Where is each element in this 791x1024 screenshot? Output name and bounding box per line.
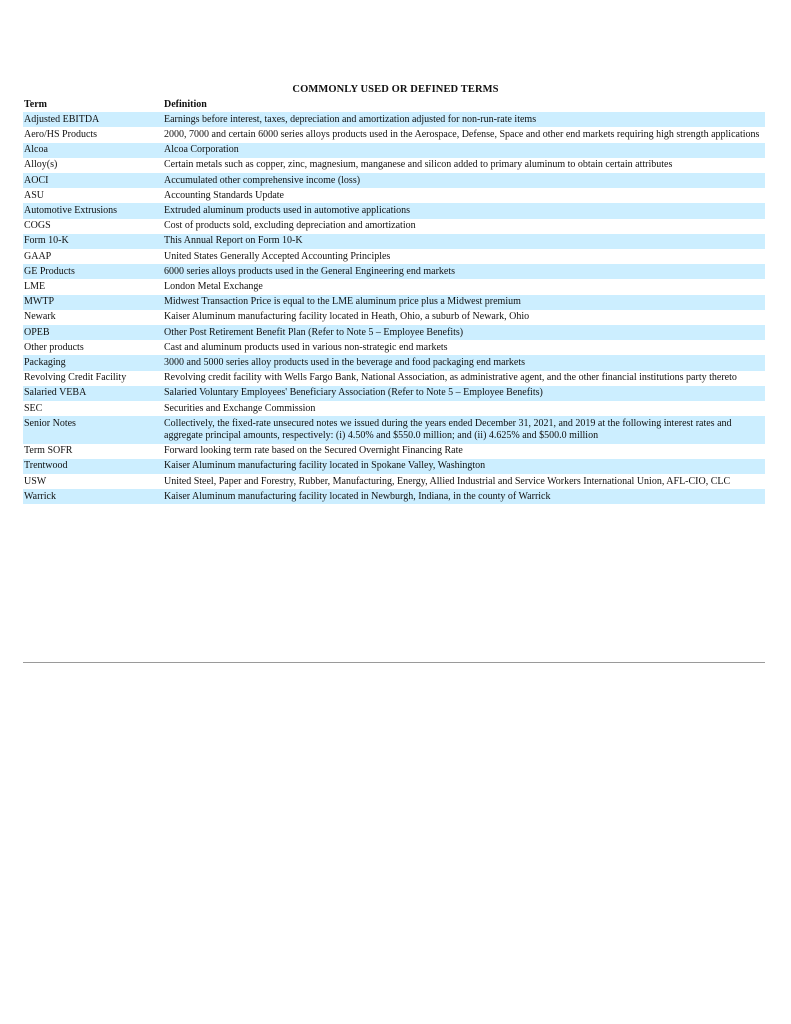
term-cell: Revolving Credit Facility bbox=[24, 372, 127, 384]
term-cell: Aero/HS Products bbox=[24, 128, 98, 140]
definition-cell: London Metal Exchange bbox=[164, 280, 263, 292]
table-row bbox=[23, 143, 765, 158]
term-cell: Newark bbox=[24, 311, 56, 323]
table-row bbox=[23, 355, 765, 370]
table-row bbox=[23, 401, 765, 416]
term-cell: GE Products bbox=[23, 264, 163, 279]
term-cell: Alloy(s) bbox=[24, 159, 58, 171]
table-row bbox=[23, 340, 765, 355]
definition-cell: Accounting Standards Update bbox=[164, 189, 284, 201]
table-row bbox=[23, 371, 765, 386]
term-cell: SEC bbox=[24, 402, 43, 414]
term-cell: Packaging bbox=[23, 355, 163, 370]
term-cell: ASU bbox=[24, 189, 45, 201]
definition-cell: Kaiser Aluminum manufacturing facility located in Spokane Valley, Washington bbox=[163, 459, 765, 474]
page-title: COMMONLY USED OR DEFINED TERMS bbox=[292, 84, 499, 95]
term-column-header: Term bbox=[24, 99, 47, 110]
defined-terms-table bbox=[23, 98, 765, 504]
definition-cell: Revolving credit facility with Wells Fargo Bank, National Association, as administrative agent, and the other financial institutions party thereto bbox=[164, 372, 737, 384]
table-row bbox=[23, 325, 765, 340]
table-row bbox=[23, 158, 765, 173]
definition-cell: Alcoa Corporation bbox=[163, 143, 765, 158]
definition-cell: Cast and aluminum products used in various non-strategic end markets bbox=[164, 341, 448, 353]
table-header-row bbox=[23, 98, 765, 112]
table-row bbox=[23, 295, 765, 310]
definition-cell: 3000 and 5000 series alloy products used in the beverage and food packaging end markets bbox=[163, 355, 765, 370]
definition-cell: Certain metals such as copper, zinc, magnesium, manganese and silicon added to primary aluminum to obtain certain attributes bbox=[164, 159, 673, 171]
definition-cell: Kaiser Aluminum manufacturing facility located in Heath, Ohio, a suburb of Newark, Ohio bbox=[164, 311, 530, 323]
definition-cell: 6000 series alloys products used in the General Engineering end markets bbox=[163, 264, 765, 279]
term-cell: AOCI bbox=[23, 173, 163, 188]
term-cell: COGS bbox=[24, 220, 51, 232]
definition-cell: Accumulated other comprehensive income (loss) bbox=[163, 173, 765, 188]
table-row bbox=[23, 264, 765, 279]
table-row bbox=[23, 279, 765, 294]
table-row bbox=[23, 416, 765, 443]
definition-cell: Kaiser Aluminum manufacturing facility located in Newburgh, Indiana, in the county of Warrick bbox=[163, 489, 765, 504]
term-cell: Alcoa bbox=[23, 143, 163, 158]
definition-cell: This Annual Report on Form 10-K bbox=[163, 234, 765, 249]
table-row bbox=[23, 203, 765, 218]
term-cell: GAAP bbox=[24, 250, 52, 262]
definition-column-header: Definition bbox=[164, 99, 207, 110]
table-row bbox=[23, 112, 765, 127]
definition-cell: Other Post Retirement Benefit Plan (Refer to Note 5 – Employee Benefits) bbox=[163, 325, 765, 340]
table-row bbox=[23, 173, 765, 188]
table-row bbox=[23, 310, 765, 325]
table-row bbox=[23, 234, 765, 249]
definition-cell: United Steel, Paper and Forestry, Rubber, Manufacturing, Energy, Allied Industrial and Service Workers International Union, AFL-CIO, CLC bbox=[164, 475, 731, 487]
definition-cell: United States Generally Accepted Accounting Principles bbox=[164, 250, 391, 262]
term-cell: Form 10-K bbox=[23, 234, 163, 249]
definition-cell: Cost of products sold, excluding depreciation and amortization bbox=[164, 220, 416, 232]
term-cell: LME bbox=[24, 280, 46, 292]
term-cell: Automotive Extrusions bbox=[23, 203, 163, 218]
table-row bbox=[23, 127, 765, 142]
definition-cell: Midwest Transaction Price is equal to the LME aluminum price plus a Midwest premium bbox=[163, 295, 765, 310]
table-row bbox=[23, 474, 765, 489]
table-row bbox=[23, 219, 765, 234]
term-cell: USW bbox=[24, 475, 47, 487]
term-cell: Senior Notes bbox=[23, 416, 163, 443]
definition-cell: Earnings before interest, taxes, depreciation and amortization adjusted for non-run-rate items bbox=[163, 112, 765, 127]
table-row bbox=[23, 188, 765, 203]
table-row bbox=[23, 249, 765, 264]
definition-cell: Salaried Voluntary Employees' Beneficiary Association (Refer to Note 5 – Employee Benefits) bbox=[163, 386, 765, 401]
table-row bbox=[23, 386, 765, 401]
term-cell: Term SOFR bbox=[24, 445, 73, 457]
term-cell: MWTP bbox=[23, 295, 163, 310]
definition-cell: Extruded aluminum products used in automotive applications bbox=[163, 203, 765, 218]
term-cell: Salaried VEBA bbox=[23, 386, 163, 401]
page-divider bbox=[23, 662, 765, 663]
table-row bbox=[23, 444, 765, 459]
definition-cell: Securities and Exchange Commission bbox=[164, 402, 316, 414]
term-cell: Warrick bbox=[23, 489, 163, 504]
term-cell: OPEB bbox=[23, 325, 163, 340]
term-cell: Trentwood bbox=[23, 459, 163, 474]
definition-cell: 2000, 7000 and certain 6000 series alloys products used in the Aerospace, Defense, Space and other end markets requiring high strength applications bbox=[164, 128, 760, 140]
term-cell: Other products bbox=[24, 341, 84, 353]
term-cell: Adjusted EBITDA bbox=[23, 112, 163, 127]
definition-cell: Collectively, the fixed-rate unsecured notes we issued during the years ended December 31, 2021, and 2019 at the following interest rates and aggregate principal amounts, respectively: (i) 4.50% and $550.0 million; and (ii) 4.625% and $500.0 million bbox=[163, 416, 765, 443]
table-row bbox=[23, 489, 765, 504]
table-row bbox=[23, 459, 765, 474]
terms-table-body bbox=[23, 112, 765, 504]
definition-cell: Forward looking term rate based on the Secured Overnight Financing Rate bbox=[164, 445, 463, 457]
